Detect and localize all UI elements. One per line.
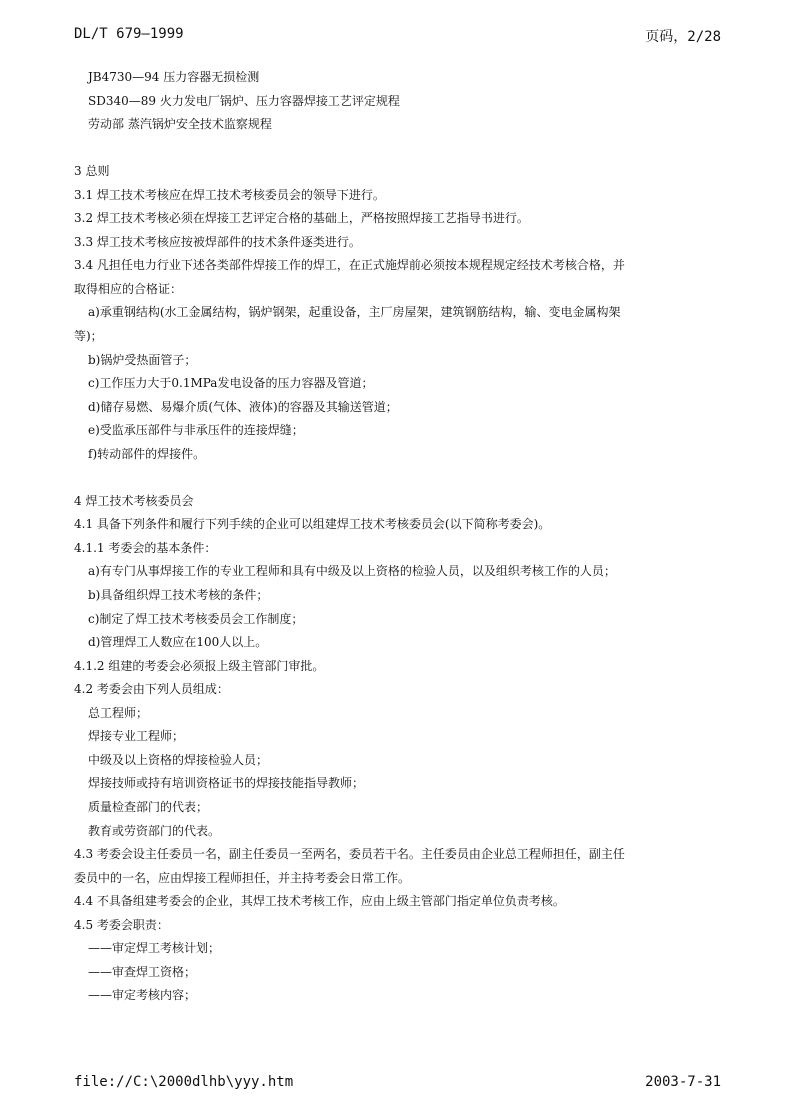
list-item-a-cont: 等)； [74,329,103,344]
clause-3-2: 3.2 焊工技术考核必须在焊接工艺评定合格的基础上，严格按照焊接工艺指导书进行。 [74,211,529,226]
clause-4-1-2: 4.1.2 组建的考委会必须报上级主管部门审批。 [74,658,325,673]
list-item-c: c)制定了焊工技术考核委员会工作制度； [88,611,304,626]
clause-4-2: 4.2 考委会由下列人员组成： [74,682,229,697]
section-4-heading: 4 焊工技术考核委员会 [74,493,194,508]
blank-line [74,466,719,490]
clause-3-4-cont: 取得相应的合格证： [74,281,183,296]
member-item: 中级及以上资格的焊接检验人员； [88,752,269,767]
document-body [74,66,719,1008]
clause-3-3: 3.3 焊工技术考核应按被焊部件的技术条件逐类进行。 [74,234,361,249]
clause-4-1: 4.1 具备下列条件和履行下列手续的企业可以组建焊工技术考核委员会(以下简称考委会)。 [74,517,551,532]
clause-4-5: 4.5 考委会职责： [74,917,169,932]
header-standard-code: DL/T 679—1999 [74,26,184,42]
clause-3-1: 3.1 焊工技术考核应在焊工技术考核委员会的领导下进行。 [74,187,385,202]
clause-4-4: 4.4 不具备组建考委会的企业，其焊工技术考核工作，应由上级主管部门指定单位负责考核。 [74,894,565,909]
list-item-b: b)具备组织焊工技术考核的条件； [88,588,269,603]
blank-line [74,137,719,161]
list-item-e: e)受监承压部件与非承压件的连接焊缝； [88,423,304,438]
section-3-heading: 3 总则 [74,164,110,179]
member-item: 质量检查部门的代表； [88,799,209,814]
list-item-a: a)承重钢结构(水工金属结构，锅炉钢架，起重设备，主厂房屋架，建筑钢筋结构，输、变电金属构架 [88,305,621,320]
duty-item: ——审定焊工考核计划； [88,941,221,956]
member-item: 焊接专业工程师； [88,729,185,744]
footer-date: 2003-7-31 [645,1074,721,1090]
header-page-number: 页码，2/28 [645,29,721,45]
duty-item: ——审定考核内容； [88,988,197,1003]
reference-item: 劳动部 蒸汽锅炉安全技术监察规程 [88,117,272,132]
list-item-c: c)工作压力大于0.1MPa发电设备的压力容器及管道； [88,376,374,391]
clause-3-4: 3.4 凡担任电力行业下述各类部件焊接工作的焊工，在正式施焊前必须按本规程规定经技术考核合格，并 [74,258,625,273]
member-item: 焊接技师或持有培训资格证书的焊接技能指导教师； [88,776,365,791]
clause-4-3: 4.3 考委会设主任委员一名，副主任委员一至两名，委员若干名。主任委员由企业总工程师担任，副主任 [74,847,625,862]
reference-item: SD340—89 火力发电厂锅炉、压力容器焊接工艺评定规程 [88,93,400,108]
member-item: 总工程师； [88,705,149,720]
duty-item: ——审查焊工资格； [88,964,197,979]
reference-item: JB4730—94 压力容器无损检测 [88,70,260,84]
list-item-d: d)储存易燃、易爆介质(气体、液体)的容器及其输送管道； [88,399,398,414]
list-item-a: a)有专门从事焊接工作的专业工程师和具有中级及以上资格的检验人员，以及组织考核工作的人员； [88,564,616,579]
list-item-d: d)管理焊工人数应在100人以上。 [88,635,268,650]
footer-file-path: file://C:\2000dlhb\yyy.htm [74,1074,294,1090]
list-item-f: f)转动部件的焊接件。 [88,446,206,461]
list-item-b: b)锅炉受热面管子； [88,352,197,367]
clause-4-1-1: 4.1.1 考委会的基本条件： [74,540,217,555]
member-item: 教育或劳资部门的代表。 [88,823,221,838]
clause-4-3-cont: 委员中的一名，应由焊接工程师担任，并主持考委会日常工作。 [74,870,411,885]
